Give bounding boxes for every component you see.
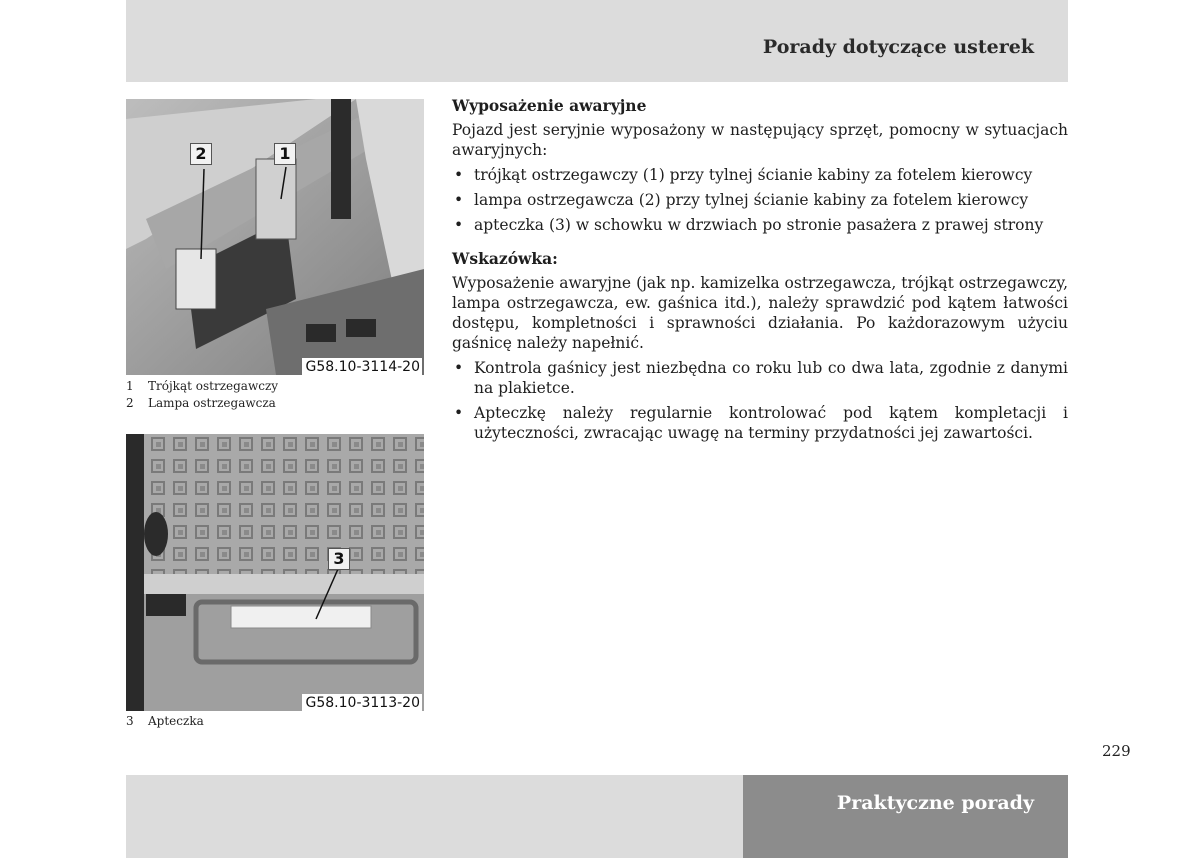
intro-paragraph: Pojazd jest seryjnie wyposażony w następujący sprzęt, pomocny w sytuacjach awaryjnych:: [452, 121, 1068, 159]
photo-cab-rear-wall: [126, 99, 424, 375]
figure-code: G58.10-3113-20: [302, 694, 422, 711]
caption-text: Lampa ostrzegawcza: [148, 396, 276, 410]
section-title: Porady dotyczące usterek: [762, 36, 1034, 58]
list-item: • lampa ostrzegawcza (2) przy tylnej ścianie kabiny za fotelem kierowcy: [452, 190, 1068, 210]
caption-number: 2: [126, 396, 134, 410]
list-item: • Apteczkę należy regularnie kontrolować pod kątem kompletacji i użyteczności, zwracając uwagę na terminy przydatności jej zawartości.: [452, 403, 1068, 443]
figure-1-captions: [126, 378, 278, 412]
caption-text: Apteczka: [148, 714, 204, 728]
list-item: • trójkąt ostrzegawczy (1) przy tylnej ścianie kabiny za fotelem kierowcy: [452, 165, 1068, 185]
callout-3: 3: [328, 548, 350, 570]
section-heading: Wyposażenie awaryjne: [452, 96, 647, 115]
list-item: • Kontrola gaśnicy jest niezbędna co roku lub co dwa lata, zgodnie z danymi na plakietce.: [452, 358, 1068, 398]
caption-number: 3: [126, 714, 134, 728]
figure-code: G58.10-3114-20: [302, 358, 422, 375]
callout-2: 2: [190, 143, 212, 165]
caption-text: Trójkąt ostrzegawczy: [148, 379, 279, 393]
page-number: 229: [1102, 742, 1131, 760]
main-text: [452, 96, 1068, 457]
chapter-title: Praktyczne porady: [836, 792, 1034, 814]
figure-2-captions: [126, 713, 204, 730]
note-paragraph: Wyposażenie awaryjne (jak np. kamizelka ostrzegawcza, trójkąt ostrzegawczy, lampa ostrzegawcza, ew. gaśnica itd.), należy sprawdzić pod kątem łatwości dostępu, kompletności i sprawności działania. Po każdorazowym użyciu gaśnicę należy napełnić.: [452, 274, 1068, 352]
figure-emergency-equipment: [126, 99, 424, 375]
footer-chapter-tab: [743, 775, 1068, 858]
list-item: • apteczka (3) w schowku w drzwiach po stronie pasażera z prawej strony: [452, 215, 1068, 235]
equipment-list: [452, 165, 1068, 235]
caption-line: [126, 378, 278, 395]
note-heading: Wskazówka:: [452, 249, 558, 268]
caption-line: [126, 395, 278, 412]
caption-number: 1: [126, 379, 134, 393]
header-band: [126, 0, 1068, 82]
note-list: [452, 358, 1068, 443]
callout-1: 1: [274, 143, 296, 165]
caption-line: [126, 713, 204, 730]
footer-band: [126, 775, 743, 858]
figure-first-aid-kit: [126, 434, 424, 711]
photo-door-pocket: [126, 434, 424, 711]
